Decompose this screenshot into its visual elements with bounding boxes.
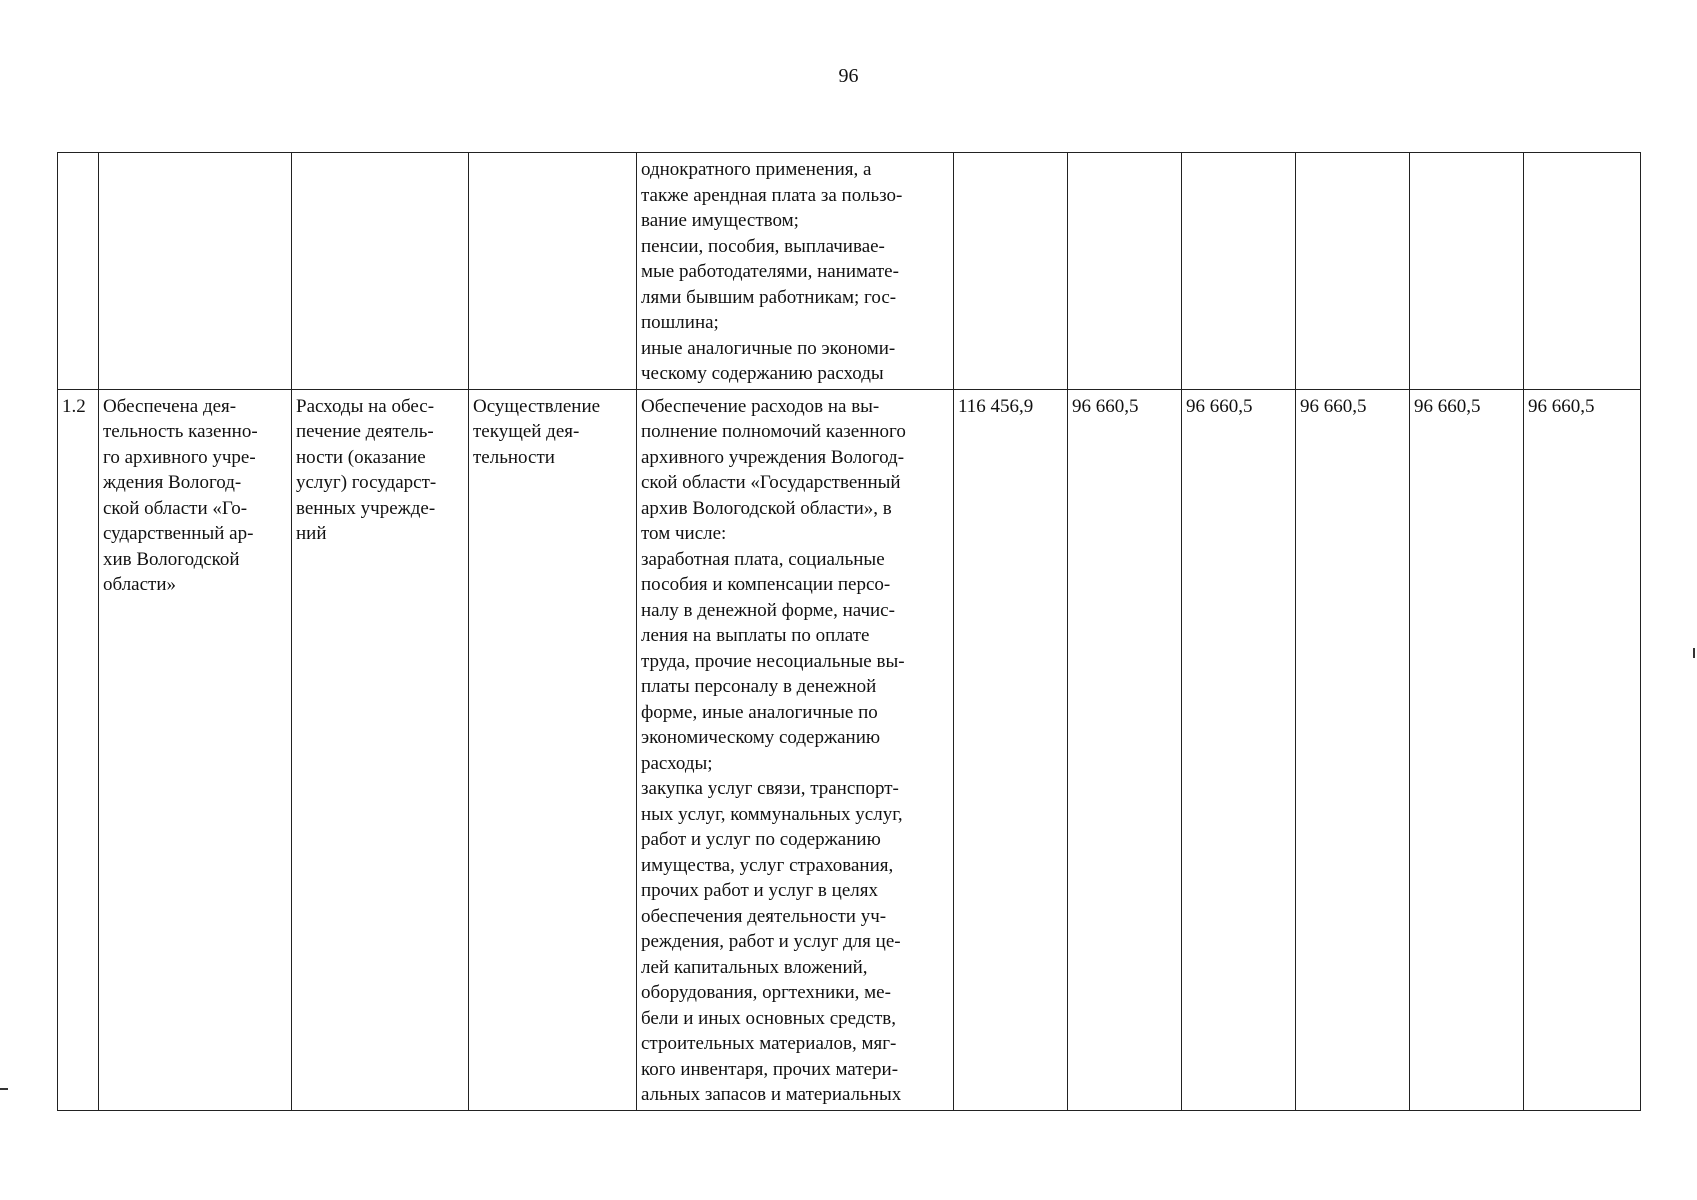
budget-table xyxy=(57,152,1641,1111)
table-cell-description: Обеспечение расходов на вы- полнение полномочий казенного архивного учреждения Вологод- ской области «Государственный архив Вологодской области», в том числе: заработная плата, социальные пособия и компенсации персо- налу в денежной форме, начис- ления на выплаты по оплате труда, прочие несоциальные вы- платы персоналу в денежной форме, иные аналогичные по экономическому содержанию расходы; закупка услуг связи, транспорт- ных услуг, коммунальных услуг, работ и услуг по содержанию имущества, услуг страхования, прочих работ и услуг в целях обеспечения деятельности уч- реждения, работ и услуг для це- лей капитальных вложений, оборудования, оргтехники, ме- бели и иных основных средств, строительных материалов, мяг- кого инвентаря, прочих матери- альных запасов и материальных xyxy=(637,389,954,1110)
table-cell-amount xyxy=(1524,153,1641,390)
table-cell-amount xyxy=(1182,153,1296,390)
table-cell-amount: 96 660,5 xyxy=(1296,389,1410,1110)
table-cell-amount xyxy=(954,153,1068,390)
table-cell-amount xyxy=(1296,153,1410,390)
table-cell-activity: Осуществление текущей дея- тельности xyxy=(469,389,637,1110)
table-row xyxy=(58,153,1641,390)
table-cell-number: 1.2 xyxy=(58,389,99,1110)
table-cell-result: Обеспечена дея- тельность казенно- го архивного учре- ждения Вологод- ской области «Го- сударственный ар- хив Вологодской области» xyxy=(99,389,292,1110)
scan-edge-mark-left xyxy=(0,1088,8,1090)
table-row xyxy=(58,389,1641,1110)
table-cell-amount xyxy=(1410,153,1524,390)
table-cell-amount: 96 660,5 xyxy=(1182,389,1296,1110)
page-number: 96 xyxy=(838,65,859,87)
table-cell-amount: 96 660,5 xyxy=(1068,389,1182,1110)
scan-edge-mark-right xyxy=(1693,648,1695,658)
table-cell-expense-type xyxy=(292,153,469,390)
table-cell-result xyxy=(99,153,292,390)
table-cell-amount: 96 660,5 xyxy=(1524,389,1641,1110)
table-cell-number xyxy=(58,153,99,390)
table-cell-activity xyxy=(469,153,637,390)
table-cell-expense-type: Расходы на обес- печение деятель- ности (оказание услуг) государст- венных учрежде- ний xyxy=(292,389,469,1110)
table-cell-amount: 96 660,5 xyxy=(1410,389,1524,1110)
table-cell-description: однократного применения, а также арендная плата за пользо- вание имуществом; пенсии, пособия, выплачивае- мые работодателями, нанимате- лями бывшим работникам; гос- пошлина; иные аналогичные по экономи- ческому содержанию расходы xyxy=(637,153,954,390)
table-cell-amount: 116 456,9 xyxy=(954,389,1068,1110)
table-cell-amount xyxy=(1068,153,1182,390)
